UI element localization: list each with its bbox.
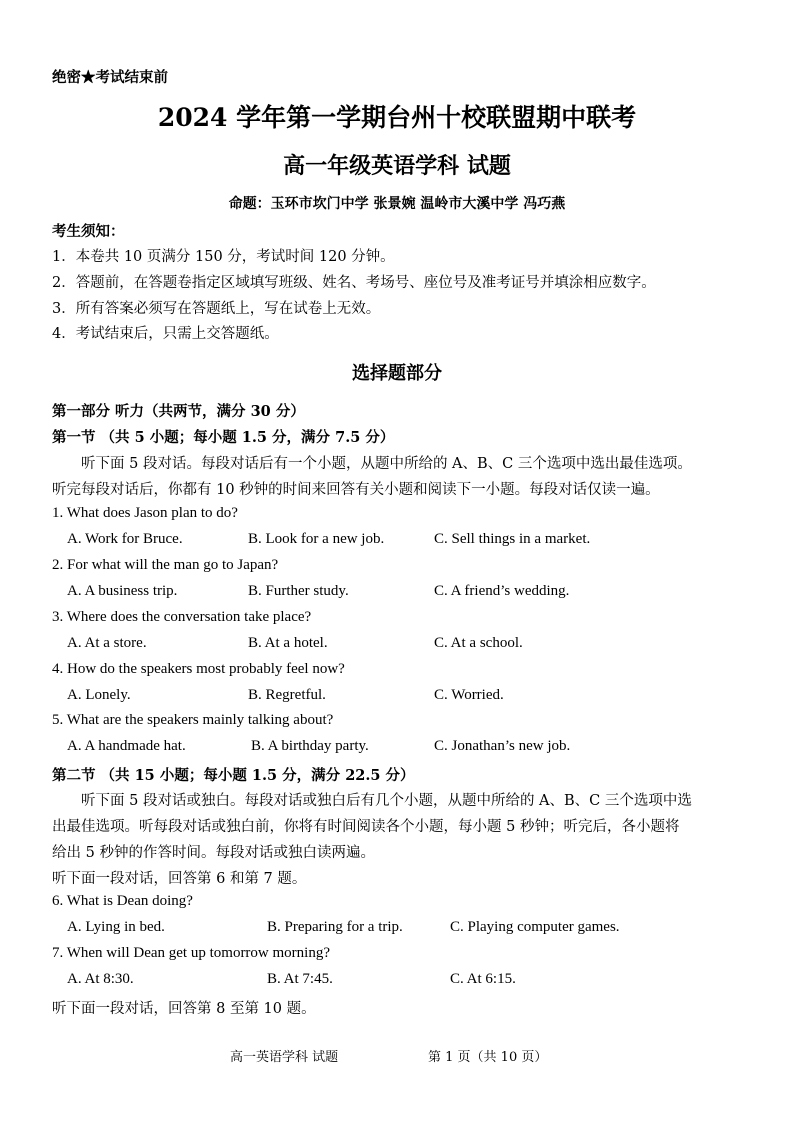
option-b: B. Preparing for a trip. xyxy=(267,919,403,935)
option-a: A. A business trip. xyxy=(67,583,178,599)
footer-page-number: 第 1 页（共 10 页） xyxy=(428,1050,548,1065)
option-a: A. At a store. xyxy=(67,635,147,651)
question-2: 2. For what will the man go to Japan? xyxy=(52,557,279,573)
notice-heading: 考生须知： xyxy=(52,223,125,240)
sec2-title: 第二节 （共 15 小题；每小题 1.5 分，满分 22.5 分） xyxy=(52,767,415,784)
footer-subject: 高一英语学科 试题 xyxy=(230,1050,339,1065)
option-c: C. Sell things in a market. xyxy=(434,531,591,547)
main-title: 2024 学年第一学期台州十校联盟期中联考 xyxy=(157,103,637,132)
option-b: B. Regretful. xyxy=(248,687,326,703)
option-a: A. Lonely. xyxy=(67,687,131,703)
sec2-instructions xyxy=(52,788,742,866)
sec2-lead: 听下面一段对话，回答第 8 至第 10 题。 xyxy=(52,1001,316,1017)
option-c: C. A friend’s wedding. xyxy=(434,583,570,599)
authors-line: 命题：玉环市坎门中学 张景婉 温岭市大溪中学 冯巧燕 xyxy=(228,196,566,212)
notice-item: 2．答题前，在答题卷指定区域填写班级、姓名、考场号、座位号及准考证号并填涂相应数字。 xyxy=(52,275,656,291)
sec2-instr-line: 出最佳选项。听每段对话或独白前，你将有时间阅读各个小题，每小题 5 秒钟；听完后，各小题将 xyxy=(52,819,680,835)
sub-title: 高一年级英语学科 试题 xyxy=(283,153,511,179)
option-b: B. Look for a new job. xyxy=(248,531,385,547)
option-b: B. At a hotel. xyxy=(248,635,328,651)
confidential-label: 绝密★考试结束前 xyxy=(52,69,168,86)
sec2-lead: 听下面一段对话，回答第 6 和第 7 题。 xyxy=(52,871,307,887)
question-4: 4. How do the speakers most probably feel now? xyxy=(52,661,345,677)
sec1-instr-line: 听下面 5 段对话。每段对话后有一个小题，从题中所给的 A、B、C 三个选项中选出最佳选项。 xyxy=(81,456,692,472)
question-1: 1. What does Jason plan to do? xyxy=(52,505,238,521)
sec2-instr-line: 听下面 5 段对话或独白。每段对话或独白后有几个小题，从题中所给的 A、B、C 三个选项中选 xyxy=(81,793,692,809)
option-a: A. At 8:30. xyxy=(67,971,134,987)
option-a: A. A handmade hat. xyxy=(67,738,186,754)
notice-item: 3．所有答案必须写在答题纸上，写在试卷上无效。 xyxy=(52,301,381,317)
option-c: C. At 6:15. xyxy=(450,971,516,987)
sec1-instructions xyxy=(52,451,742,503)
option-c: C. At a school. xyxy=(434,635,523,651)
question-6: 6. What is Dean doing? xyxy=(52,893,193,909)
option-b: B. At 7:45. xyxy=(267,971,333,987)
option-a: A. Work for Bruce. xyxy=(67,531,183,547)
question-5: 5. What are the speakers mainly talking about? xyxy=(52,712,334,728)
option-b: B. Further study. xyxy=(248,583,349,599)
part1-title: 第一部分 听力（共两节，满分 30 分） xyxy=(52,403,305,420)
notice-item: 4．考试结束后，只需上交答题纸。 xyxy=(52,326,279,342)
question-3: 3. Where does the conversation take place? xyxy=(52,609,312,625)
sec1-title: 第一节 （共 5 小题；每小题 1.5 分，满分 7.5 分） xyxy=(52,429,395,446)
option-b: B. A birthday party. xyxy=(251,738,369,754)
question-7: 7. When will Dean get up tomorrow morning? xyxy=(52,945,330,961)
section-title: 选择题部分 xyxy=(352,363,442,384)
option-c: C. Jonathan’s new job. xyxy=(434,738,571,754)
sec2-instr-line: 给出 5 秒钟的作答时间。每段对话或独白读两遍。 xyxy=(52,845,375,861)
option-c: C. Playing computer games. xyxy=(450,919,620,935)
sec1-instr-line: 听完每段对话后，你都有 10 秒钟的时间来回答有关小题和阅读下一小题。每段对话仅读一遍。 xyxy=(52,482,660,498)
notice-item: 1．本卷共 10 页满分 150 分，考试时间 120 分钟。 xyxy=(52,249,395,265)
option-a: A. Lying in bed. xyxy=(67,919,165,935)
option-c: C. Worried. xyxy=(434,687,504,703)
